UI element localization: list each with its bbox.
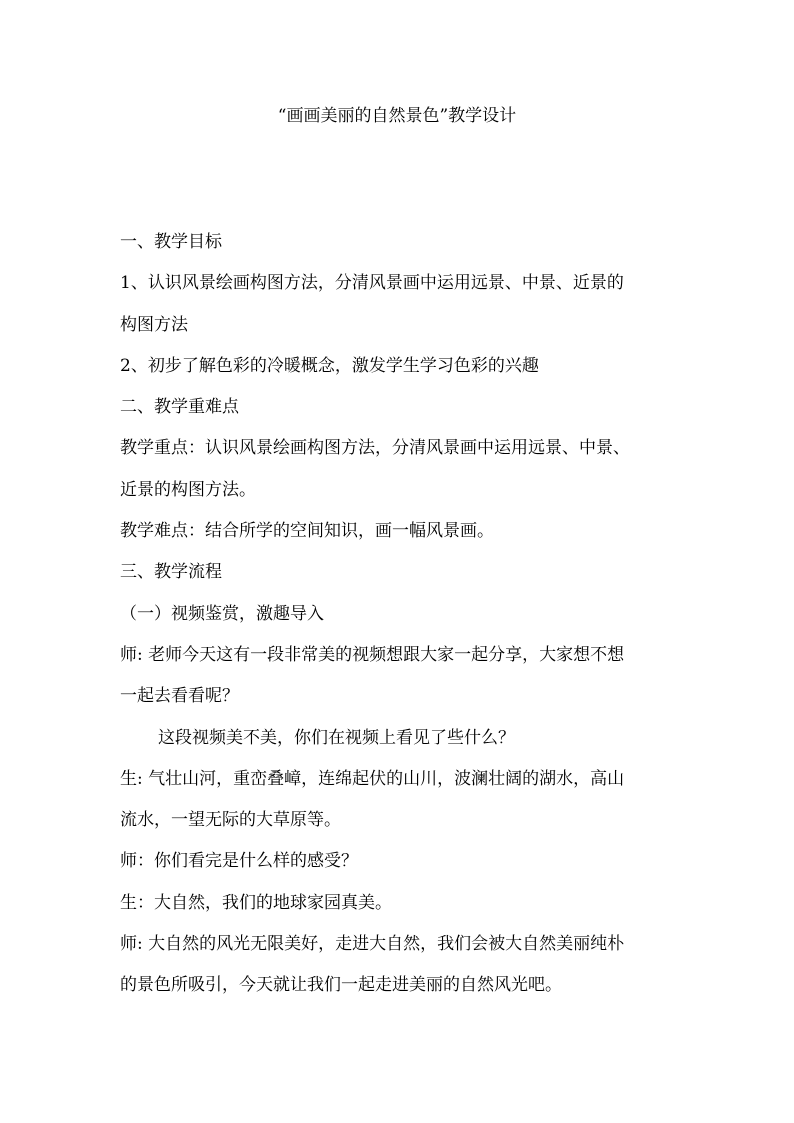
document-body xyxy=(120,228,680,1013)
objective-1-line-1: 1、认识风景绘画构图方法，分清风景画中运用远景、中景、近景的 xyxy=(120,273,624,294)
teacher-line-1a: 师: 老师今天这有一段非常美的视频想跟大家一起分享，大家想不想 xyxy=(120,644,625,665)
objective-1-line-2: 构图方法 xyxy=(120,314,188,335)
section-heading-process: 三、教学流程 xyxy=(120,562,222,583)
key-point-line-2: 近景的构图方法。 xyxy=(120,479,256,500)
student-line-1b: 流水，一望无际的大草原等。 xyxy=(120,810,341,831)
teacher-question: 这段视频美不美，你们在视频上看见了些什么？ xyxy=(158,727,515,748)
teacher-line-3b: 的景色所吸引，今天就让我们一起走进美丽的自然风光吧。 xyxy=(120,975,562,996)
key-point-line-1: 教学重点：认识风景绘画构图方法，分清风景画中运用远景、中景、 xyxy=(120,438,630,459)
subsection-video-intro: （一）视频鉴赏，激趣导入 xyxy=(120,603,324,624)
teacher-line-3a: 师: 大自然的风光无限美好，走进大自然，我们会被大自然美丽纯朴 xyxy=(120,934,625,955)
teacher-line-2: 师：你们看完是什么样的感受？ xyxy=(120,851,358,872)
section-heading-objectives: 一、教学目标 xyxy=(120,232,222,252)
difficult-point: 教学难点：结合所学的空间知识，画一幅风景画。 xyxy=(120,521,494,542)
student-line-2: 生：大自然，我们的地球家园真美。 xyxy=(120,892,392,913)
section-heading-key-points: 二、教学重难点 xyxy=(120,397,239,418)
objective-2: 2、初步了解色彩的冷暖概念，激发学生学习色彩的兴趣 xyxy=(120,355,539,376)
teacher-line-1b: 一起去看看呢？ xyxy=(120,686,239,707)
document-title: “画画美丽的自然景色”教学设计 xyxy=(277,106,517,126)
student-line-1a: 生: 气壮山河，重峦叠嶂，连绵起伏的山川，波澜壮阔的湖水，高山 xyxy=(120,768,625,789)
